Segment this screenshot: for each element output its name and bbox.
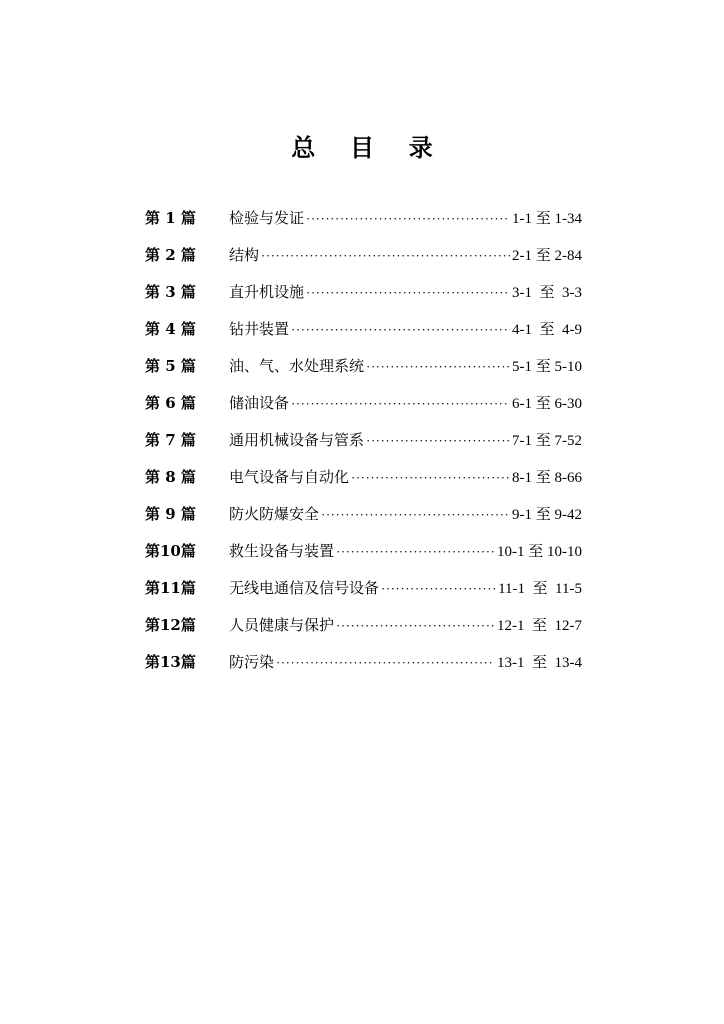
dot-leader <box>336 540 495 564</box>
chapter-title: 无线电通信及信号设备 <box>229 579 380 597</box>
toc-entry-line <box>229 650 582 675</box>
toc-entry <box>145 428 582 465</box>
dot-leader <box>336 614 495 638</box>
chapter-title: 电气设备与自动化 <box>229 468 350 486</box>
toc-entry-line <box>229 576 582 601</box>
dot-leader <box>351 466 510 490</box>
toc-entry <box>145 391 582 428</box>
toc-entry <box>145 502 582 539</box>
chapter-title: 救生设备与装置 <box>229 542 335 560</box>
chapter-title: 钻井装置 <box>229 320 290 338</box>
dot-leader <box>306 281 510 305</box>
chapter-number: 第12篇 <box>145 616 196 634</box>
page-range: 10-1 至 10-10 <box>497 544 582 560</box>
table-of-contents <box>145 206 582 687</box>
page-range: 12-1 至 12-7 <box>497 618 582 634</box>
toc-entry-line <box>229 280 582 305</box>
chapter-number: 第 2 篇 <box>145 246 196 264</box>
chapter-number: 第 4 篇 <box>145 320 196 338</box>
page-range: 2-1 至 2-84 <box>512 248 582 264</box>
toc-entry-line <box>229 539 582 564</box>
chapter-number: 第11篇 <box>145 579 196 597</box>
chapter-title: 人员健康与保护 <box>229 616 335 634</box>
toc-entry <box>145 243 582 280</box>
chapter-title: 直升机设施 <box>229 283 305 301</box>
toc-entry-line <box>229 465 582 490</box>
toc-entry <box>145 650 582 687</box>
chapter-title: 防火防爆安全 <box>229 505 320 523</box>
page-range: 11-1 至 11-5 <box>498 581 582 597</box>
page-range: 1-1 至 1-34 <box>512 211 582 227</box>
page-title: 总 目 录 <box>291 134 446 162</box>
chapter-number: 第 5 篇 <box>145 357 196 375</box>
dot-leader <box>381 577 496 601</box>
chapter-title: 通用机械设备与管系 <box>229 431 365 449</box>
toc-entry-line <box>229 354 582 379</box>
chapter-title: 储油设备 <box>229 394 290 412</box>
toc-entry-line <box>229 613 582 638</box>
chapter-title: 油、气、水处理系统 <box>229 357 365 375</box>
toc-entry-line <box>229 206 582 231</box>
chapter-number: 第 3 篇 <box>145 283 196 301</box>
chapter-title: 防污染 <box>229 653 275 671</box>
page-range: 4-1 至 4-9 <box>512 322 582 338</box>
toc-entry <box>145 206 582 243</box>
chapter-title: 检验与发证 <box>229 209 305 227</box>
chapter-number: 第13篇 <box>145 653 196 671</box>
page-range: 6-1 至 6-30 <box>512 396 582 412</box>
chapter-number: 第 7 篇 <box>145 431 196 449</box>
toc-entry <box>145 539 582 576</box>
page-range: 5-1 至 5-10 <box>512 359 582 375</box>
toc-entry-line <box>229 391 582 416</box>
toc-entry <box>145 280 582 317</box>
page-range: 3-1 至 3-3 <box>512 285 582 301</box>
toc-entry <box>145 465 582 502</box>
dot-leader <box>276 651 495 675</box>
chapter-number: 第 8 篇 <box>145 468 196 486</box>
chapter-title: 结构 <box>229 246 260 264</box>
toc-entry <box>145 354 582 391</box>
dot-leader <box>321 503 510 527</box>
chapter-number: 第 9 篇 <box>145 505 196 523</box>
page-range: 9-1 至 9-42 <box>512 507 582 523</box>
page-range: 13-1 至 13-4 <box>497 655 582 671</box>
toc-entry <box>145 576 582 613</box>
toc-entry-line <box>229 243 582 268</box>
chapter-number: 第10篇 <box>145 542 196 560</box>
page-range: 7-1 至 7-52 <box>512 433 582 449</box>
dot-leader <box>291 392 510 416</box>
page-range: 8-1 至 8-66 <box>512 470 582 486</box>
chapter-number: 第 1 篇 <box>145 209 196 227</box>
toc-entry <box>145 317 582 354</box>
dot-leader <box>261 244 510 268</box>
toc-entry <box>145 613 582 650</box>
dot-leader <box>366 355 510 379</box>
dot-leader <box>306 207 510 231</box>
toc-entry-line <box>229 317 582 342</box>
toc-entry-line <box>229 428 582 453</box>
dot-leader <box>366 429 510 453</box>
toc-entry-line <box>229 502 582 527</box>
chapter-number: 第 6 篇 <box>145 394 196 412</box>
dot-leader <box>291 318 510 342</box>
